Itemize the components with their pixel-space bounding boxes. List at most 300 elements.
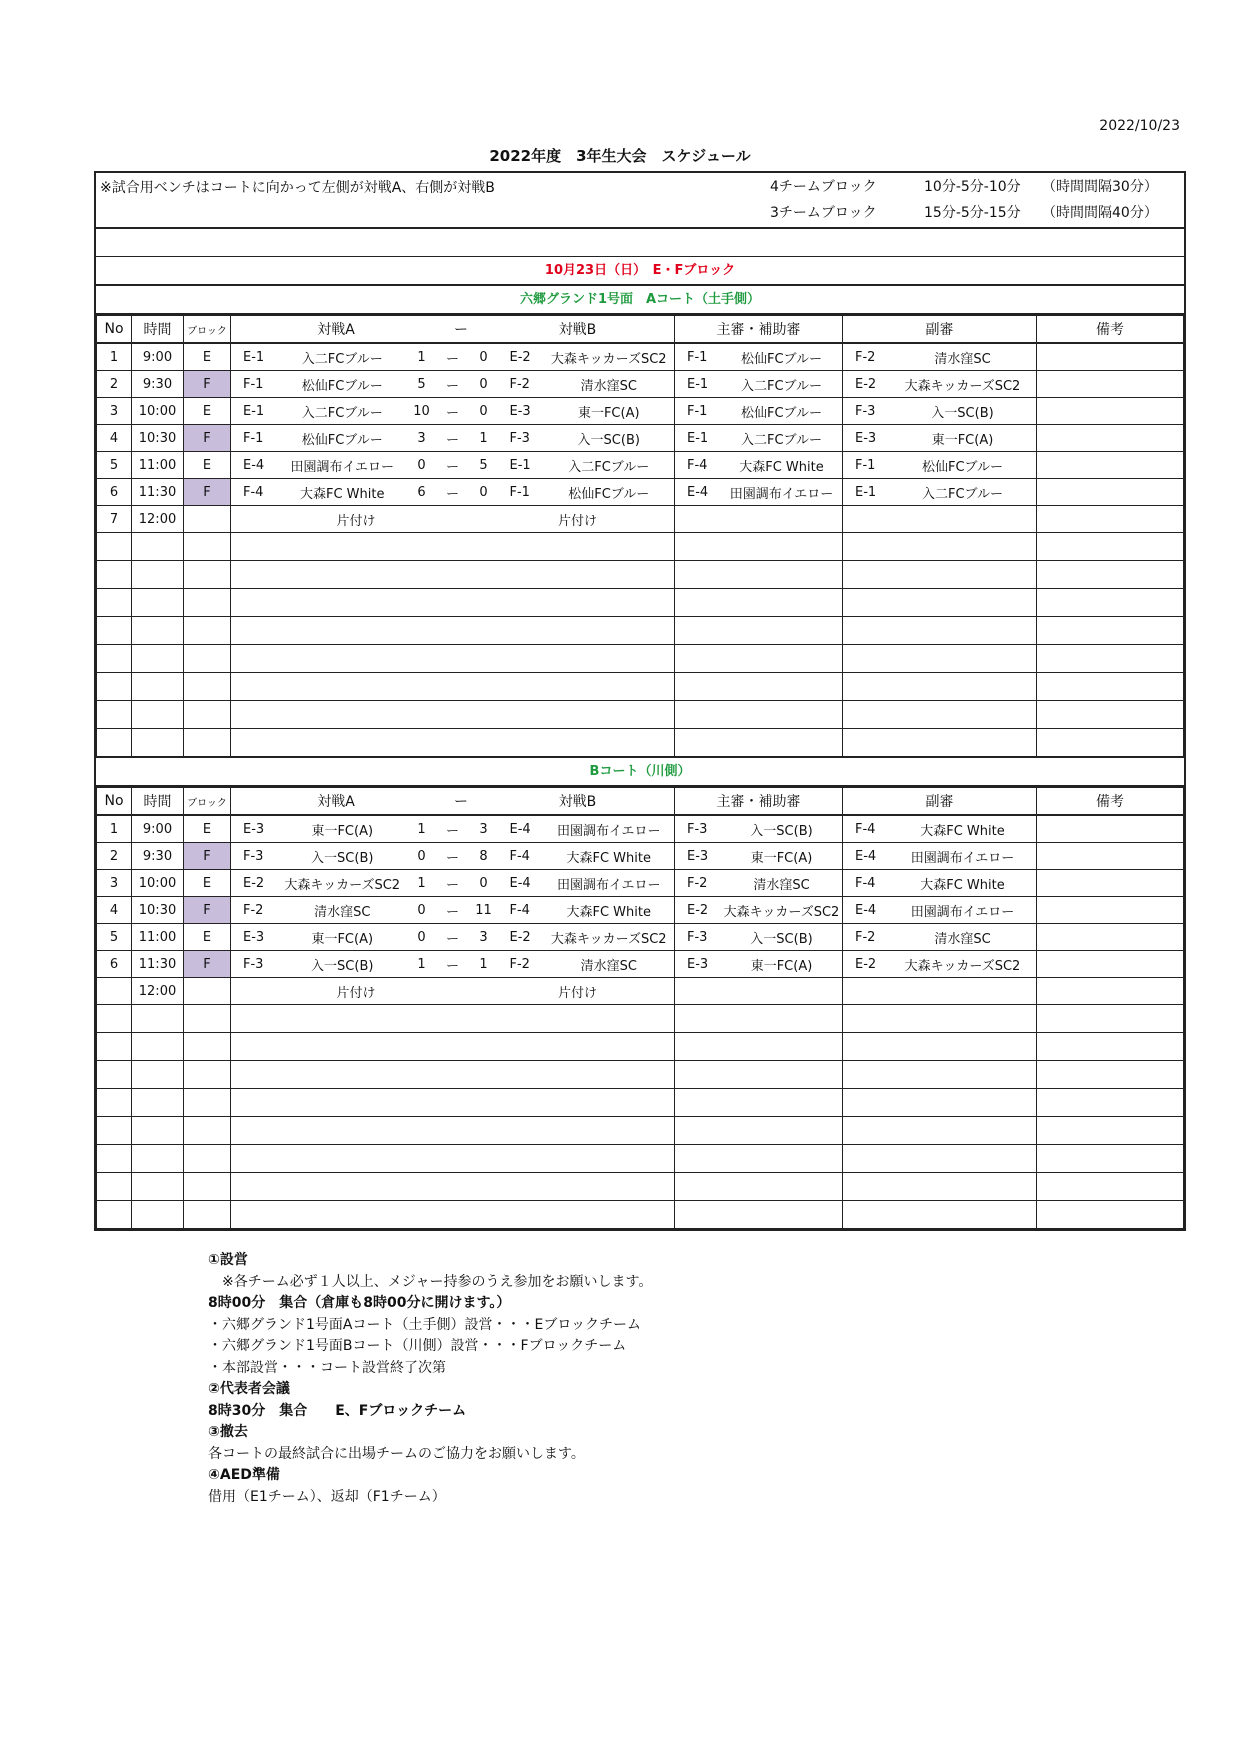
sub-ref-code: F-2 xyxy=(855,929,876,945)
empty-cell xyxy=(843,645,1037,673)
main-ref-cell xyxy=(675,479,843,506)
main-ref-cell xyxy=(675,843,843,870)
main-ref-cell xyxy=(675,924,843,951)
main-ref-wrap xyxy=(675,816,842,842)
empty-cell xyxy=(132,1061,184,1089)
team-b-code: F-3 xyxy=(509,430,530,446)
empty-cell xyxy=(132,533,184,561)
header-row xyxy=(97,316,1184,344)
note-line: 8時30分 集合 E、Fブロックチーム xyxy=(208,1402,467,1419)
cleanup-b: 片付け xyxy=(557,513,597,529)
score-a: 0 xyxy=(417,457,426,473)
match-no: 4 xyxy=(97,425,132,452)
team-b-name: 大森FC White xyxy=(566,904,651,920)
empty-row xyxy=(97,1089,1184,1117)
remarks-cell xyxy=(1037,951,1184,978)
empty-cell xyxy=(97,729,132,757)
main-ref-cell xyxy=(675,425,843,452)
empty-cell xyxy=(132,1005,184,1033)
match-cell xyxy=(231,343,675,371)
empty-row xyxy=(97,1201,1184,1229)
empty-cell xyxy=(231,729,675,757)
empty-cell xyxy=(132,1117,184,1145)
note-line: 借用（E1チーム）、返却（F1チーム） xyxy=(208,1488,446,1505)
block3-time: 15分-5分-15分 xyxy=(924,205,1021,221)
sub-ref-cell xyxy=(843,452,1037,479)
main-ref-name: 大森FC White xyxy=(739,459,824,475)
team-b-code: E-3 xyxy=(509,403,531,419)
empty-cell xyxy=(1037,1033,1184,1061)
match-block: E xyxy=(184,452,231,479)
main-ref-cell xyxy=(675,978,843,1005)
empty-cell xyxy=(1037,1201,1184,1229)
sub-ref-name: 大森FC White xyxy=(920,823,1005,839)
empty-row xyxy=(97,1173,1184,1201)
empty-row xyxy=(97,673,1184,701)
empty-cell xyxy=(843,1061,1037,1089)
score-dash: ー xyxy=(445,931,459,947)
empty-cell xyxy=(184,589,231,617)
sub-ref-name: 清水窪SC xyxy=(934,351,991,367)
score-dash: ー xyxy=(445,351,459,367)
header-row xyxy=(97,788,1184,816)
empty-cell xyxy=(97,1005,132,1033)
team-b-code: E-4 xyxy=(509,875,531,891)
main-ref-code: F-3 xyxy=(687,929,708,945)
match-no: 1 xyxy=(97,343,132,371)
team-b-name: 大森キッカーズSC2 xyxy=(550,931,667,947)
match-wrap xyxy=(231,951,674,977)
empty-cell xyxy=(184,1117,231,1145)
main-ref-cell xyxy=(675,452,843,479)
empty-cell xyxy=(132,729,184,757)
court-b-label: Bコート（川側） xyxy=(96,757,1184,787)
cleanup-cell xyxy=(231,506,675,533)
empty-cell xyxy=(231,533,675,561)
empty-cell xyxy=(1037,1117,1184,1145)
sub-ref-code: E-2 xyxy=(855,376,877,392)
remarks-cell xyxy=(1037,815,1184,843)
cleanup-wrap xyxy=(231,978,674,1004)
team-b-name: 田園調布イエロー xyxy=(557,877,661,893)
score-b: 3 xyxy=(479,929,488,945)
main-ref-wrap xyxy=(675,924,842,950)
empty-cell xyxy=(675,1005,843,1033)
sub-ref-name: 清水窪SC xyxy=(934,931,991,947)
table-row xyxy=(97,425,1184,452)
match-block: E xyxy=(184,815,231,843)
empty-cell xyxy=(184,1089,231,1117)
court-b-table xyxy=(96,787,1184,1229)
note-line: ②代表者会議 xyxy=(208,1381,290,1397)
sub-ref-name: 大森FC White xyxy=(920,877,1005,893)
empty-cell xyxy=(97,1145,132,1173)
sub-ref-wrap xyxy=(843,425,1036,451)
match-time: 11:00 xyxy=(132,452,184,479)
match-block: F xyxy=(184,425,231,452)
cleanup-cell xyxy=(231,978,675,1005)
empty-cell xyxy=(675,1117,843,1145)
match-cell xyxy=(231,398,675,425)
score-b: 11 xyxy=(475,902,492,918)
match-cell xyxy=(231,479,675,506)
empty-row xyxy=(97,729,1184,757)
sub-ref-wrap xyxy=(843,816,1036,842)
empty-cell xyxy=(1037,1145,1184,1173)
sub-ref-name: 松仙FCブルー xyxy=(921,459,1004,475)
schedule-sheet xyxy=(94,171,1186,1231)
team-b-code: F-2 xyxy=(509,376,530,392)
match-block: F xyxy=(184,843,231,870)
cleanup-b: 片付け xyxy=(557,985,597,1001)
header-match-wrap xyxy=(231,316,674,342)
team-b-name: 入一SC(B) xyxy=(577,432,640,448)
sub-ref-cell xyxy=(843,951,1037,978)
match-no: 3 xyxy=(97,398,132,425)
main-ref-code: F-1 xyxy=(687,349,708,365)
team-a-name: 入二FCブルー xyxy=(301,351,383,367)
empty-cell xyxy=(1037,1089,1184,1117)
team-b-code: F-4 xyxy=(509,848,530,864)
match-cell xyxy=(231,870,675,897)
header-main-ref: 主審・補助審 xyxy=(675,788,843,816)
block3-label: 3チームブロック xyxy=(770,205,877,221)
empty-cell xyxy=(184,1201,231,1229)
table-row xyxy=(97,452,1184,479)
main-ref-name: 東一FC(A) xyxy=(750,958,813,974)
empty-cell xyxy=(1037,589,1184,617)
match-time: 9:30 xyxy=(132,843,184,870)
score-b: 3 xyxy=(479,821,488,837)
sub-ref-cell xyxy=(843,343,1037,371)
team-a-name: 松仙FCブルー xyxy=(301,378,383,394)
remarks-cell xyxy=(1037,978,1184,1005)
empty-cell xyxy=(184,701,231,729)
main-ref-wrap xyxy=(675,951,842,977)
match-wrap xyxy=(231,344,674,370)
match-wrap xyxy=(231,479,674,505)
cleanup-row xyxy=(97,978,1184,1005)
match-block: E xyxy=(184,398,231,425)
remarks-cell xyxy=(1037,870,1184,897)
header-match-wrap xyxy=(231,788,674,814)
match-cell xyxy=(231,951,675,978)
score-b: 0 xyxy=(479,875,488,891)
score-b: 8 xyxy=(479,848,488,864)
empty-cell xyxy=(184,645,231,673)
empty-cell xyxy=(675,533,843,561)
match-wrap xyxy=(231,897,674,923)
match-block: F xyxy=(184,479,231,506)
main-ref-name: 田園調布イエロー xyxy=(729,486,834,502)
match-block: F xyxy=(184,951,231,978)
main-ref-cell xyxy=(675,897,843,924)
main-ref-wrap xyxy=(675,843,842,869)
main-ref-wrap xyxy=(675,897,842,923)
header-remarks: 備考 xyxy=(1037,316,1184,344)
match-no: 2 xyxy=(97,843,132,870)
match-wrap xyxy=(231,425,674,451)
score-b: 0 xyxy=(479,484,488,500)
empty-cell xyxy=(1037,729,1184,757)
empty-cell xyxy=(184,533,231,561)
team-a-code: F-3 xyxy=(243,956,264,972)
match-time: 11:30 xyxy=(132,479,184,506)
empty-row xyxy=(97,1145,1184,1173)
team-b-name: 東一FC(A) xyxy=(577,405,640,421)
main-ref-name: 清水窪SC xyxy=(753,877,810,893)
remarks-cell xyxy=(1037,897,1184,924)
empty-cell xyxy=(675,645,843,673)
day-bar: 10月23日（日） E・Fブロック xyxy=(96,257,1184,286)
match-no: 5 xyxy=(97,924,132,951)
empty-cell xyxy=(132,1201,184,1229)
empty-cell xyxy=(184,1173,231,1201)
empty-cell xyxy=(843,1033,1037,1061)
sub-ref-name: 入二FCブルー xyxy=(921,486,1004,502)
main-ref-code: F-3 xyxy=(687,821,708,837)
note-line: 8時00分 集合（倉庫も8時00分に開けます。） xyxy=(208,1295,511,1311)
empty-cell xyxy=(97,645,132,673)
empty-row xyxy=(97,645,1184,673)
remarks-cell xyxy=(1037,398,1184,425)
empty-row xyxy=(97,617,1184,645)
team-b-name: 松仙FCブルー xyxy=(568,486,650,502)
main-ref-name: 松仙FCブルー xyxy=(740,351,823,367)
team-a-code: E-1 xyxy=(243,403,265,419)
header-time: 時間 xyxy=(132,788,184,816)
court-a-label: 六郷グランド1号面 Aコート（土手側） xyxy=(96,286,1184,315)
score-dash: ー xyxy=(445,850,459,866)
main-ref-wrap xyxy=(675,479,842,505)
empty-cell xyxy=(231,1033,675,1061)
main-ref-name: 入二FCブルー xyxy=(740,378,823,394)
empty-cell xyxy=(1037,1061,1184,1089)
match-time: 10:00 xyxy=(132,398,184,425)
empty-row xyxy=(97,1061,1184,1089)
main-ref-code: F-2 xyxy=(687,875,708,891)
empty-cell xyxy=(675,617,843,645)
team-b-code: E-1 xyxy=(509,457,531,473)
score-a: 1 xyxy=(417,956,426,972)
table-row xyxy=(97,371,1184,398)
empty-cell xyxy=(675,1145,843,1173)
empty-cell xyxy=(132,1173,184,1201)
sub-ref-cell xyxy=(843,815,1037,843)
team-a-code: F-1 xyxy=(243,376,264,392)
team-b-name: 大森FC White xyxy=(566,850,651,866)
empty-cell xyxy=(184,729,231,757)
empty-cell xyxy=(231,701,675,729)
table-row xyxy=(97,951,1184,978)
empty-cell xyxy=(97,1201,132,1229)
empty-cell xyxy=(1037,701,1184,729)
empty-row xyxy=(97,1033,1184,1061)
match-time: 11:30 xyxy=(132,951,184,978)
match-wrap xyxy=(231,843,674,869)
info-box xyxy=(96,173,1184,229)
empty-cell xyxy=(132,1033,184,1061)
bench-note: ※試合用ベンチはコートに向かって左側が対戦A、右側が対戦B xyxy=(100,180,495,196)
match-block: E xyxy=(184,924,231,951)
score-dash: ー xyxy=(445,904,459,920)
empty-cell xyxy=(675,1173,843,1201)
empty-cell xyxy=(231,589,675,617)
team-b-code: E-4 xyxy=(509,821,531,837)
sub-ref-code: F-3 xyxy=(855,403,876,419)
score-a: 10 xyxy=(413,403,430,419)
team-b-code: F-4 xyxy=(509,902,530,918)
score-b: 0 xyxy=(479,349,488,365)
header-team-b: 対戦B xyxy=(558,794,597,810)
header-dash: ー xyxy=(454,322,468,338)
match-no xyxy=(97,978,132,1005)
sub-ref-cell xyxy=(843,479,1037,506)
empty-cell xyxy=(843,1145,1037,1173)
table-row xyxy=(97,343,1184,371)
header-match xyxy=(231,316,675,344)
header-team-a: 対戦A xyxy=(317,322,355,338)
sub-ref-cell xyxy=(843,843,1037,870)
match-no: 5 xyxy=(97,452,132,479)
team-a-name: 松仙FCブルー xyxy=(301,432,383,448)
empty-row xyxy=(97,561,1184,589)
sub-ref-cell xyxy=(843,924,1037,951)
header-sub-ref: 副審 xyxy=(843,788,1037,816)
note-line: ③撤去 xyxy=(208,1424,248,1440)
header-dash: ー xyxy=(454,794,468,810)
header-block: ブロック xyxy=(184,788,231,816)
empty-cell xyxy=(843,617,1037,645)
table-row xyxy=(97,479,1184,506)
match-no: 6 xyxy=(97,479,132,506)
document-date: 2022/10/23 xyxy=(1099,118,1180,134)
block4-interval: （時間間隔30分） xyxy=(1042,179,1158,195)
empty-cell xyxy=(97,1117,132,1145)
match-time: 9:00 xyxy=(132,815,184,843)
document-title: 2022年度 3年生大会 スケジュール xyxy=(489,147,751,165)
spacer-row xyxy=(96,229,1184,257)
remarks-cell xyxy=(1037,479,1184,506)
empty-cell xyxy=(184,561,231,589)
sub-ref-code: E-3 xyxy=(855,430,877,446)
match-block xyxy=(184,978,231,1005)
sub-ref-cell xyxy=(843,897,1037,924)
match-cell xyxy=(231,897,675,924)
main-ref-cell xyxy=(675,951,843,978)
team-b-name: 入二FCブルー xyxy=(568,459,650,475)
empty-cell xyxy=(132,673,184,701)
score-a: 5 xyxy=(417,376,426,392)
empty-cell xyxy=(97,673,132,701)
empty-cell xyxy=(132,617,184,645)
match-time: 10:30 xyxy=(132,897,184,924)
header-main-ref: 主審・補助審 xyxy=(675,316,843,344)
score-dash: ー xyxy=(445,877,459,893)
team-a-code: F-4 xyxy=(243,484,264,500)
score-a: 0 xyxy=(417,848,426,864)
sub-ref-cell xyxy=(843,425,1037,452)
empty-cell xyxy=(843,1117,1037,1145)
empty-cell xyxy=(675,1061,843,1089)
score-dash: ー xyxy=(445,432,459,448)
empty-cell xyxy=(675,1201,843,1229)
match-block xyxy=(184,506,231,533)
score-a: 1 xyxy=(417,875,426,891)
score-a: 6 xyxy=(417,484,426,500)
score-b: 0 xyxy=(479,403,488,419)
empty-cell xyxy=(231,1061,675,1089)
header-team-b: 対戦B xyxy=(558,322,597,338)
score-dash: ー xyxy=(445,486,459,502)
match-cell xyxy=(231,815,675,843)
main-ref-cell xyxy=(675,815,843,843)
note-line: ①設営 xyxy=(208,1252,248,1268)
score-b: 5 xyxy=(479,457,488,473)
sub-ref-code: E-4 xyxy=(855,848,877,864)
empty-cell xyxy=(231,1201,675,1229)
cleanup-wrap xyxy=(231,506,674,532)
empty-cell xyxy=(1037,561,1184,589)
remarks-cell xyxy=(1037,371,1184,398)
sub-ref-name: 東一FC(A) xyxy=(931,432,994,448)
empty-cell xyxy=(132,701,184,729)
main-ref-cell xyxy=(675,506,843,533)
match-cell xyxy=(231,425,675,452)
empty-cell xyxy=(1037,1005,1184,1033)
empty-cell xyxy=(184,673,231,701)
block3-interval: （時間間隔40分） xyxy=(1042,205,1158,221)
empty-row xyxy=(97,533,1184,561)
cleanup-row xyxy=(97,506,1184,533)
team-b-code: F-2 xyxy=(509,956,530,972)
empty-cell xyxy=(675,729,843,757)
note-line: ※各チーム必ず１人以上、メジャー持参のうえ参加をお願いします。 xyxy=(208,1273,653,1290)
sub-ref-name: 田園調布イエロー xyxy=(910,904,1015,920)
match-cell xyxy=(231,452,675,479)
block4-time: 10分-5分-10分 xyxy=(924,179,1021,195)
empty-cell xyxy=(843,701,1037,729)
score-a: 1 xyxy=(417,349,426,365)
sub-ref-code: F-4 xyxy=(855,875,876,891)
sub-ref-code: F-2 xyxy=(855,349,876,365)
match-time: 12:00 xyxy=(132,978,184,1005)
score-dash: ー xyxy=(445,958,459,974)
score-b: 1 xyxy=(479,956,488,972)
match-no: 4 xyxy=(97,897,132,924)
empty-cell xyxy=(97,533,132,561)
match-cell xyxy=(231,371,675,398)
team-a-name: 大森キッカーズSC2 xyxy=(284,877,401,893)
match-no: 6 xyxy=(97,951,132,978)
score-a: 3 xyxy=(417,430,426,446)
main-ref-wrap xyxy=(675,452,842,478)
team-a-code: E-1 xyxy=(243,349,265,365)
empty-cell xyxy=(184,1005,231,1033)
empty-cell xyxy=(675,561,843,589)
match-wrap xyxy=(231,816,674,842)
score-a: 1 xyxy=(417,821,426,837)
empty-cell xyxy=(231,561,675,589)
team-a-name: 東一FC(A) xyxy=(311,823,374,839)
empty-cell xyxy=(1037,533,1184,561)
score-b: 0 xyxy=(479,376,488,392)
notes-section xyxy=(208,1250,652,1508)
sub-ref-wrap xyxy=(843,398,1036,424)
note-line: ・六郷グランド1号面Bコート（川側）設営・・・Fブロックチーム xyxy=(208,1338,627,1354)
sub-ref-cell xyxy=(843,870,1037,897)
empty-cell xyxy=(132,1145,184,1173)
